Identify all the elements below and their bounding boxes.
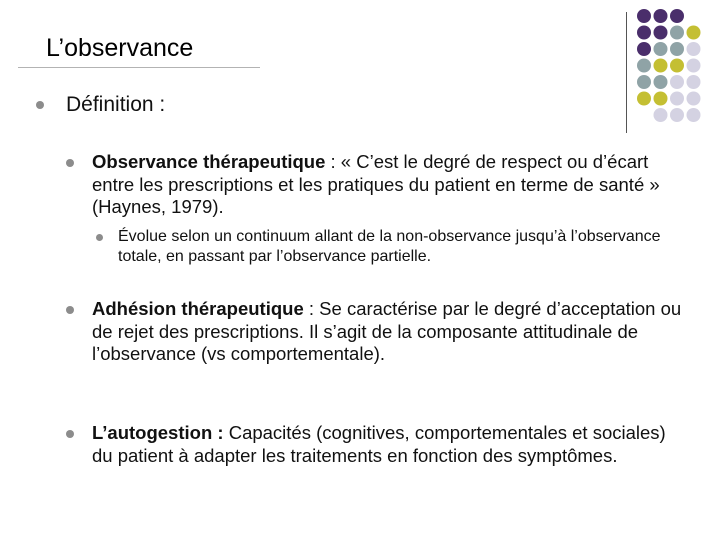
decorative-dot <box>670 59 684 73</box>
decorative-dot <box>637 42 651 56</box>
decorative-dot <box>670 108 684 122</box>
decorative-dot <box>654 59 668 73</box>
bullet-observance <box>92 151 682 219</box>
term-observance: Observance thérapeutique <box>92 151 326 172</box>
term-autogestion: L’autogestion : <box>92 422 224 443</box>
decorative-dot <box>637 26 651 40</box>
decorative-dot <box>687 92 701 106</box>
definition-heading <box>66 92 165 118</box>
sub-bullet-continuum <box>118 227 678 267</box>
bullet-icon <box>36 101 44 109</box>
definition-adhesion: : Se caractérise par le degré d’acceptation ou de rejet des prescriptions. Il s’agit de la composante attitudinale de l’observance (vs comportementale). <box>92 298 682 364</box>
continuum-text: Évolue selon un continuum allant de la non-observance jusqu’à l’observance totale, en passant par l’observance partielle. <box>118 228 661 265</box>
decorative-dot <box>654 9 668 23</box>
decorative-dot <box>654 42 668 56</box>
decorative-dot <box>654 92 668 106</box>
decorative-dot <box>687 26 701 40</box>
bullet-icon <box>66 159 74 167</box>
decorative-dot <box>687 42 701 56</box>
bullet-adhesion <box>92 298 682 366</box>
decorative-dot-grid <box>632 7 720 127</box>
decorative-dot <box>670 75 684 89</box>
decorative-dot <box>670 92 684 106</box>
decorative-dot <box>637 75 651 89</box>
decorative-dot <box>687 108 701 122</box>
heading-text: Définition : <box>66 93 166 116</box>
definition-observance: : « C’est le degré de respect ou d’écart entre les prescriptions et les pratiques du patient en terme de santé » (Haynes, 1979). <box>92 151 660 217</box>
bullet-icon <box>96 234 103 241</box>
slide-title: L’observance <box>46 34 194 62</box>
decorative-dot <box>637 59 651 73</box>
decorative-dot <box>654 75 668 89</box>
decorative-dot <box>637 92 651 106</box>
bullet-autogestion <box>92 422 682 467</box>
decorative-dot <box>670 42 684 56</box>
decorative-dot <box>654 26 668 40</box>
decorative-dot <box>670 9 684 23</box>
decorative-dot <box>670 26 684 40</box>
term-adhesion: Adhésion thérapeutique <box>92 298 304 319</box>
decorative-dot <box>654 108 668 122</box>
decorative-dot <box>687 75 701 89</box>
definition-autogestion: Capacités (cognitives, comportementales et sociales) du patient à adapter les traitements en fonction des symptômes. <box>92 422 666 466</box>
title-underline <box>18 67 260 68</box>
bullet-icon <box>66 430 74 438</box>
bullet-icon <box>66 306 74 314</box>
decorative-dot <box>687 59 701 73</box>
decorative-vertical-line <box>626 12 627 133</box>
decorative-dot <box>637 9 651 23</box>
